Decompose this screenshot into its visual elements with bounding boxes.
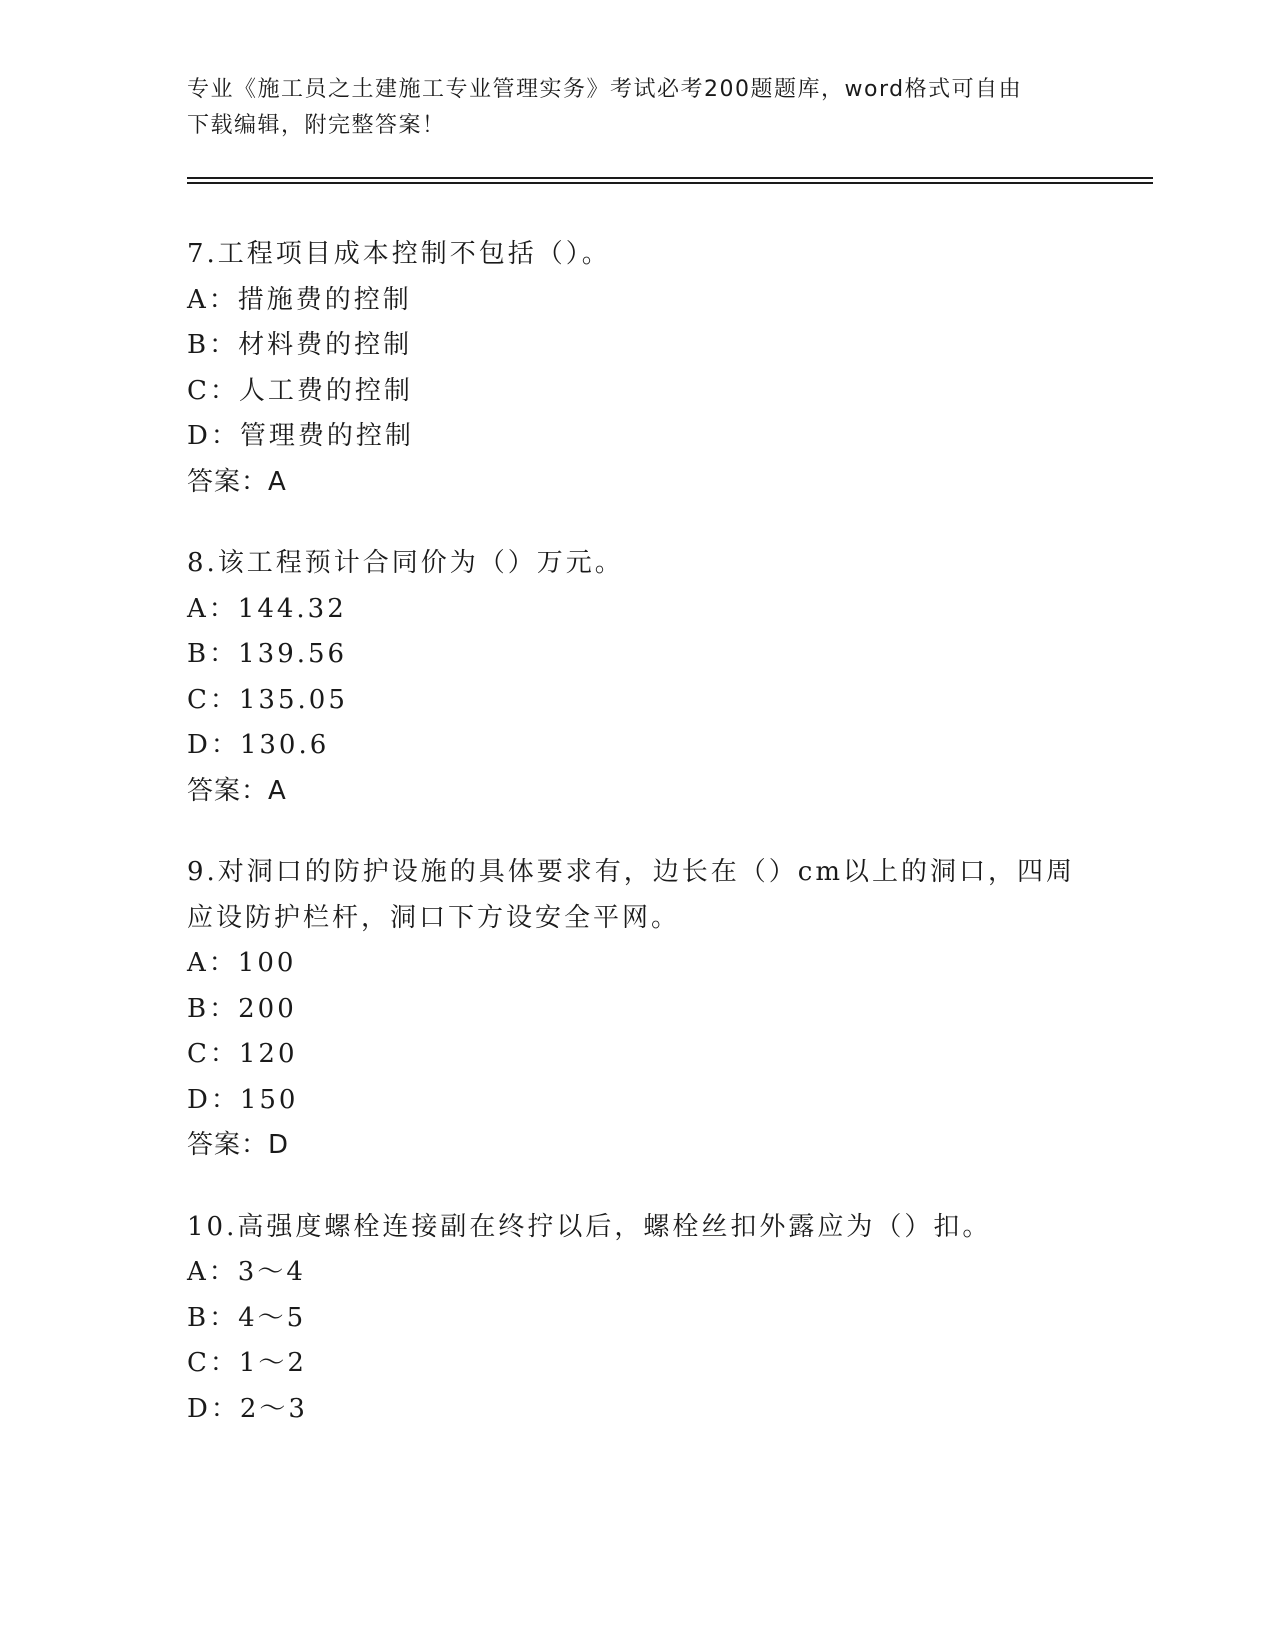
question-8 (187, 541, 1087, 814)
option-d: D：150 (187, 1084, 299, 1115)
option-b: B：139.56 (187, 639, 348, 669)
answer-key: 答案：D (187, 1130, 290, 1160)
header-line-1: 专业《施工员之土建施工专业管理实务》考试必考200题题库，word格式可自由 (187, 77, 1023, 102)
option-b: B：材料费的控制 (187, 330, 413, 360)
header-line-2: 下载编辑，附完整答案！ (187, 113, 446, 138)
question-stem-line-1: 9.对洞口的防护设施的具体要求有，边长在（）cm以上的洞口，四周 (187, 857, 1076, 887)
option-c: C：135.05 (187, 684, 348, 715)
option-c: C：人工费的控制 (187, 375, 413, 406)
option-a: A：措施费的控制 (187, 284, 412, 315)
option-d: D：2～3 (187, 1393, 308, 1424)
option-a: A：144.32 (187, 593, 347, 624)
question-stem: 7.工程项目成本控制不包括（）。 (187, 239, 611, 269)
question-stem: 8.该工程预计合同价为（）万元。 (187, 548, 624, 578)
option-a: A：100 (187, 948, 297, 978)
option-b: B：200 (187, 993, 297, 1024)
option-d: D：130.6 (187, 730, 330, 760)
option-d: D：管理费的控制 (187, 421, 414, 451)
question-7 (187, 232, 1087, 505)
question-stem-line-2: 应设防护栏杆，洞口下方设安全平网。 (187, 902, 681, 933)
header-divider-bottom (187, 182, 1153, 184)
answer-key: 答案：A (187, 775, 287, 806)
header-divider-top (187, 177, 1153, 179)
question-9 (187, 850, 1087, 1169)
question-10 (187, 1205, 1087, 1433)
question-stem: 10.高强度螺栓连接副在终拧以后，螺栓丝扣外露应为（）扣。 (187, 1211, 992, 1242)
document-header (187, 72, 1067, 144)
option-c: C：1～2 (187, 1348, 307, 1378)
option-a: A：3～4 (187, 1257, 306, 1287)
answer-key: 答案：A (187, 466, 287, 497)
option-c: C：120 (187, 1039, 298, 1069)
question-list (187, 232, 1087, 1468)
option-b: B：4～5 (187, 1302, 307, 1333)
